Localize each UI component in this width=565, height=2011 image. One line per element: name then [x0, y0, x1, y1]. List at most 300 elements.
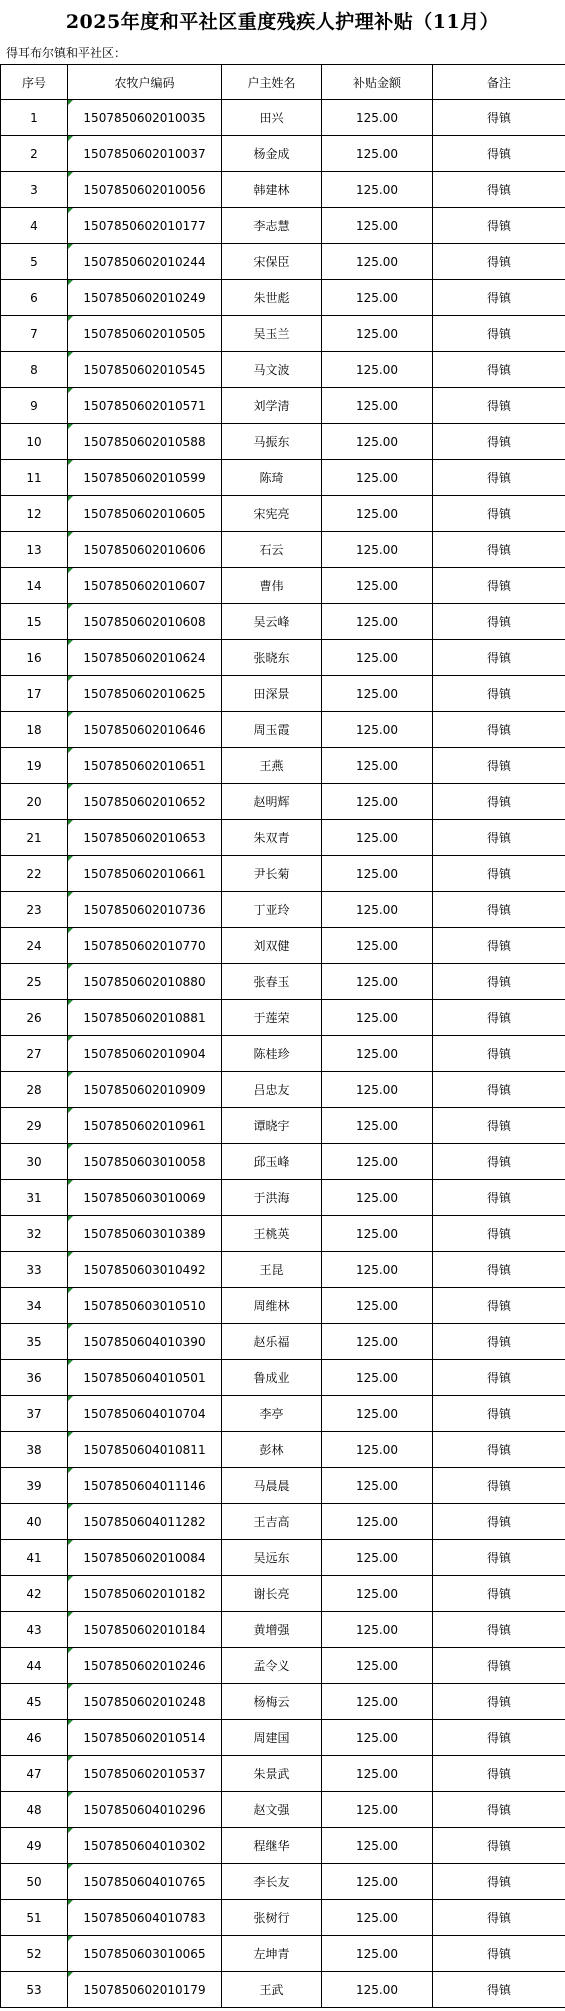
cell-index: 10 — [1, 424, 68, 460]
cell-amount: 125.00 — [322, 1756, 433, 1792]
cell-code: 1507850602010770 — [68, 928, 222, 964]
cell-note: 得镇 — [433, 352, 565, 388]
cell-code: 1507850602010084 — [68, 1540, 222, 1576]
cell-note: 得镇 — [433, 316, 565, 352]
cell-name: 李亭 — [222, 1396, 322, 1432]
table-row — [1, 532, 565, 568]
cell-amount: 125.00 — [322, 1036, 433, 1072]
cell-code: 1507850602010661 — [68, 856, 222, 892]
cell-note: 得镇 — [433, 1108, 565, 1144]
cell-name: 吕忠友 — [222, 1072, 322, 1108]
cell-index: 49 — [1, 1828, 68, 1864]
cell-code: 1507850602010624 — [68, 640, 222, 676]
cell-code: 1507850602010248 — [68, 1684, 222, 1720]
cell-name: 程继华 — [222, 1828, 322, 1864]
cell-amount: 125.00 — [322, 856, 433, 892]
cell-note: 得镇 — [433, 820, 565, 856]
cell-code: 1507850603010492 — [68, 1252, 222, 1288]
cell-code: 1507850603010510 — [68, 1288, 222, 1324]
cell-code: 1507850602010909 — [68, 1072, 222, 1108]
cell-index: 15 — [1, 604, 68, 640]
cell-index: 52 — [1, 1936, 68, 1972]
cell-index: 51 — [1, 1900, 68, 1936]
cell-index: 22 — [1, 856, 68, 892]
table-row — [1, 712, 565, 748]
cell-index: 36 — [1, 1360, 68, 1396]
subtitle: 得耳布尔镇和平社区： — [6, 45, 127, 60]
table-row — [1, 1972, 565, 2008]
cell-note: 得镇 — [433, 388, 565, 424]
cell-code: 1507850602010184 — [68, 1612, 222, 1648]
cell-note: 得镇 — [433, 712, 565, 748]
cell-note: 得镇 — [433, 676, 565, 712]
table-row — [1, 1036, 565, 1072]
table-row — [1, 1828, 565, 1864]
cell-code: 1507850604010302 — [68, 1828, 222, 1864]
cell-note: 得镇 — [433, 1000, 565, 1036]
cell-note: 得镇 — [433, 496, 565, 532]
cell-amount: 125.00 — [322, 1720, 433, 1756]
col-header-name: 户主姓名 — [222, 65, 322, 100]
table-row — [1, 136, 565, 172]
cell-name: 周玉霞 — [222, 712, 322, 748]
cell-index: 26 — [1, 1000, 68, 1036]
cell-name: 赵文强 — [222, 1792, 322, 1828]
cell-name: 于洪海 — [222, 1180, 322, 1216]
cell-index: 5 — [1, 244, 68, 280]
cell-index: 32 — [1, 1216, 68, 1252]
cell-note: 得镇 — [433, 784, 565, 820]
table-row — [1, 1324, 565, 1360]
table-row — [1, 172, 565, 208]
cell-note: 得镇 — [433, 1648, 565, 1684]
cell-code: 1507850602010646 — [68, 712, 222, 748]
cell-note: 得镇 — [433, 1324, 565, 1360]
cell-code: 1507850602010653 — [68, 820, 222, 856]
cell-amount: 125.00 — [322, 1324, 433, 1360]
cell-note: 得镇 — [433, 1720, 565, 1756]
cell-amount: 125.00 — [322, 1504, 433, 1540]
cell-code: 1507850602010244 — [68, 244, 222, 280]
cell-index: 34 — [1, 1288, 68, 1324]
cell-amount: 125.00 — [322, 1864, 433, 1900]
cell-note: 得镇 — [433, 964, 565, 1000]
cell-code: 1507850603010058 — [68, 1144, 222, 1180]
cell-index: 11 — [1, 460, 68, 496]
cell-note: 得镇 — [433, 1072, 565, 1108]
cell-name: 尹长菊 — [222, 856, 322, 892]
cell-amount: 125.00 — [322, 316, 433, 352]
cell-note: 得镇 — [433, 1468, 565, 1504]
cell-amount: 125.00 — [322, 496, 433, 532]
table-row — [1, 100, 565, 136]
cell-name: 周建国 — [222, 1720, 322, 1756]
cell-code: 1507850602010606 — [68, 532, 222, 568]
cell-index: 2 — [1, 136, 68, 172]
cell-name: 朱景武 — [222, 1756, 322, 1792]
cell-note: 得镇 — [433, 1684, 565, 1720]
cell-amount: 125.00 — [322, 928, 433, 964]
cell-index: 9 — [1, 388, 68, 424]
cell-amount: 125.00 — [322, 172, 433, 208]
cell-index: 47 — [1, 1756, 68, 1792]
cell-note: 得镇 — [433, 424, 565, 460]
cell-amount: 125.00 — [322, 964, 433, 1000]
cell-note: 得镇 — [433, 1216, 565, 1252]
cell-amount: 125.00 — [322, 748, 433, 784]
cell-code: 1507850604011146 — [68, 1468, 222, 1504]
cell-amount: 125.00 — [322, 1072, 433, 1108]
cell-code: 1507850604011282 — [68, 1504, 222, 1540]
cell-amount: 125.00 — [322, 1684, 433, 1720]
table-row — [1, 1144, 565, 1180]
cell-index: 33 — [1, 1252, 68, 1288]
cell-note: 得镇 — [433, 172, 565, 208]
cell-amount: 125.00 — [322, 388, 433, 424]
cell-name: 黄增强 — [222, 1612, 322, 1648]
cell-index: 42 — [1, 1576, 68, 1612]
cell-note: 得镇 — [433, 1576, 565, 1612]
cell-name: 杨金成 — [222, 136, 322, 172]
cell-amount: 125.00 — [322, 820, 433, 856]
cell-name: 石云 — [222, 532, 322, 568]
cell-amount: 125.00 — [322, 1396, 433, 1432]
cell-note: 得镇 — [433, 568, 565, 604]
cell-note: 得镇 — [433, 1360, 565, 1396]
cell-name: 张春玉 — [222, 964, 322, 1000]
cell-index: 28 — [1, 1072, 68, 1108]
table-row — [1, 1432, 565, 1468]
cell-index: 44 — [1, 1648, 68, 1684]
table-row — [1, 1360, 565, 1396]
cell-code: 1507850602010545 — [68, 352, 222, 388]
cell-code: 1507850604010704 — [68, 1396, 222, 1432]
col-header-code: 农牧户编码 — [68, 65, 222, 100]
cell-code: 1507850602010607 — [68, 568, 222, 604]
cell-code: 1507850602010249 — [68, 280, 222, 316]
cell-index: 13 — [1, 532, 68, 568]
cell-index: 53 — [1, 1972, 68, 2008]
cell-code: 1507850602010505 — [68, 316, 222, 352]
cell-name: 吴远东 — [222, 1540, 322, 1576]
col-header-amount: 补贴金额 — [322, 65, 433, 100]
table-row — [1, 424, 565, 460]
cell-index: 1 — [1, 100, 68, 136]
cell-name: 彭林 — [222, 1432, 322, 1468]
cell-code: 1507850602010904 — [68, 1036, 222, 1072]
table-row — [1, 1936, 565, 1972]
cell-note: 得镇 — [433, 1792, 565, 1828]
table-row — [1, 1072, 565, 1108]
cell-code: 1507850604010765 — [68, 1864, 222, 1900]
cell-amount: 125.00 — [322, 1900, 433, 1936]
cell-code: 1507850602010179 — [68, 1972, 222, 2008]
cell-code: 1507850604010296 — [68, 1792, 222, 1828]
cell-name: 张晓东 — [222, 640, 322, 676]
cell-note: 得镇 — [433, 1504, 565, 1540]
cell-code: 1507850602010599 — [68, 460, 222, 496]
cell-code: 1507850602010605 — [68, 496, 222, 532]
subsidy-table — [0, 64, 565, 2008]
cell-name: 左坤青 — [222, 1936, 322, 1972]
table-row — [1, 388, 565, 424]
cell-index: 4 — [1, 208, 68, 244]
col-header-note: 备注 — [433, 65, 565, 100]
cell-code: 1507850602010625 — [68, 676, 222, 712]
cell-note: 得镇 — [433, 1864, 565, 1900]
cell-name: 周维林 — [222, 1288, 322, 1324]
cell-name: 宋保臣 — [222, 244, 322, 280]
cell-name: 王吉高 — [222, 1504, 322, 1540]
cell-code: 1507850602010608 — [68, 604, 222, 640]
cell-amount: 125.00 — [322, 1144, 433, 1180]
cell-note: 得镇 — [433, 1828, 565, 1864]
table-body — [1, 100, 565, 2008]
cell-code: 1507850602010571 — [68, 388, 222, 424]
cell-note: 得镇 — [433, 280, 565, 316]
cell-amount: 125.00 — [322, 1360, 433, 1396]
cell-amount: 125.00 — [322, 1108, 433, 1144]
cell-amount: 125.00 — [322, 784, 433, 820]
cell-amount: 125.00 — [322, 1648, 433, 1684]
cell-name: 邱玉峰 — [222, 1144, 322, 1180]
cell-note: 得镇 — [433, 1540, 565, 1576]
cell-code: 1507850603010069 — [68, 1180, 222, 1216]
table-row — [1, 316, 565, 352]
cell-name: 赵明辉 — [222, 784, 322, 820]
table-row — [1, 856, 565, 892]
cell-note: 得镇 — [433, 1936, 565, 1972]
cell-amount: 125.00 — [322, 1468, 433, 1504]
cell-index: 37 — [1, 1396, 68, 1432]
cell-code: 1507850602010652 — [68, 784, 222, 820]
cell-name: 马晨晨 — [222, 1468, 322, 1504]
cell-note: 得镇 — [433, 928, 565, 964]
table-row — [1, 928, 565, 964]
table-row — [1, 568, 565, 604]
cell-index: 40 — [1, 1504, 68, 1540]
cell-name: 曹伟 — [222, 568, 322, 604]
cell-name: 王桃英 — [222, 1216, 322, 1252]
table-row — [1, 820, 565, 856]
cell-code: 1507850602010056 — [68, 172, 222, 208]
cell-index: 24 — [1, 928, 68, 964]
cell-code: 1507850602010736 — [68, 892, 222, 928]
table-row — [1, 496, 565, 532]
table-row — [1, 964, 565, 1000]
cell-name: 刘学清 — [222, 388, 322, 424]
cell-note: 得镇 — [433, 1036, 565, 1072]
cell-name: 马振东 — [222, 424, 322, 460]
cell-amount: 125.00 — [322, 100, 433, 136]
table-row — [1, 1540, 565, 1576]
cell-name: 王武 — [222, 1972, 322, 2008]
cell-amount: 125.00 — [322, 136, 433, 172]
cell-name: 谭晓宇 — [222, 1108, 322, 1144]
cell-amount: 125.00 — [322, 1000, 433, 1036]
cell-amount: 125.00 — [322, 1432, 433, 1468]
cell-name: 田兴 — [222, 100, 322, 136]
cell-code: 1507850602010177 — [68, 208, 222, 244]
table-row — [1, 1684, 565, 1720]
cell-name: 马文波 — [222, 352, 322, 388]
cell-amount: 125.00 — [322, 1936, 433, 1972]
cell-name: 赵乐福 — [222, 1324, 322, 1360]
cell-code: 1507850603010065 — [68, 1936, 222, 1972]
cell-note: 得镇 — [433, 136, 565, 172]
cell-note: 得镇 — [433, 100, 565, 136]
cell-amount: 125.00 — [322, 532, 433, 568]
cell-name: 宋宪亮 — [222, 496, 322, 532]
cell-note: 得镇 — [433, 1972, 565, 2008]
cell-amount: 125.00 — [322, 460, 433, 496]
cell-name: 杨梅云 — [222, 1684, 322, 1720]
cell-code: 1507850602010035 — [68, 100, 222, 136]
table-row — [1, 1900, 565, 1936]
table-row — [1, 784, 565, 820]
table-row — [1, 460, 565, 496]
table-row — [1, 1000, 565, 1036]
cell-name: 孟令义 — [222, 1648, 322, 1684]
table-row — [1, 1576, 565, 1612]
cell-amount: 125.00 — [322, 1540, 433, 1576]
cell-name: 朱双青 — [222, 820, 322, 856]
table-row — [1, 1792, 565, 1828]
cell-amount: 125.00 — [322, 208, 433, 244]
cell-name: 王燕 — [222, 748, 322, 784]
cell-name: 于莲荣 — [222, 1000, 322, 1036]
table-row — [1, 244, 565, 280]
cell-amount: 125.00 — [322, 676, 433, 712]
cell-name: 刘双健 — [222, 928, 322, 964]
cell-note: 得镇 — [433, 1900, 565, 1936]
cell-index: 38 — [1, 1432, 68, 1468]
cell-amount: 125.00 — [322, 1252, 433, 1288]
cell-name: 陈桂珍 — [222, 1036, 322, 1072]
table-row — [1, 1756, 565, 1792]
cell-note: 得镇 — [433, 208, 565, 244]
cell-index: 17 — [1, 676, 68, 712]
cell-index: 39 — [1, 1468, 68, 1504]
cell-code: 1507850603010389 — [68, 1216, 222, 1252]
cell-code: 1507850602010246 — [68, 1648, 222, 1684]
table-row — [1, 604, 565, 640]
cell-index: 19 — [1, 748, 68, 784]
cell-code: 1507850602010037 — [68, 136, 222, 172]
cell-note: 得镇 — [433, 892, 565, 928]
cell-name: 谢长亮 — [222, 1576, 322, 1612]
table-row — [1, 1648, 565, 1684]
cell-amount: 125.00 — [322, 244, 433, 280]
cell-note: 得镇 — [433, 1288, 565, 1324]
cell-index: 50 — [1, 1864, 68, 1900]
table-row — [1, 1288, 565, 1324]
cell-note: 得镇 — [433, 1252, 565, 1288]
cell-code: 1507850602010880 — [68, 964, 222, 1000]
cell-amount: 125.00 — [322, 1180, 433, 1216]
cell-amount: 125.00 — [322, 568, 433, 604]
cell-code: 1507850602010961 — [68, 1108, 222, 1144]
cell-note: 得镇 — [433, 1144, 565, 1180]
cell-note: 得镇 — [433, 1756, 565, 1792]
table-row — [1, 748, 565, 784]
cell-amount: 125.00 — [322, 1216, 433, 1252]
cell-note: 得镇 — [433, 460, 565, 496]
cell-amount: 125.00 — [322, 1612, 433, 1648]
cell-amount: 125.00 — [322, 892, 433, 928]
cell-index: 20 — [1, 784, 68, 820]
cell-name: 王昆 — [222, 1252, 322, 1288]
cell-name: 李志慧 — [222, 208, 322, 244]
cell-name: 李长友 — [222, 1864, 322, 1900]
table-row — [1, 640, 565, 676]
cell-name: 陈琦 — [222, 460, 322, 496]
cell-index: 31 — [1, 1180, 68, 1216]
cell-index: 7 — [1, 316, 68, 352]
cell-amount: 125.00 — [322, 1288, 433, 1324]
cell-amount: 125.00 — [322, 712, 433, 748]
table-row — [1, 1396, 565, 1432]
cell-note: 得镇 — [433, 1180, 565, 1216]
cell-note: 得镇 — [433, 1432, 565, 1468]
cell-index: 21 — [1, 820, 68, 856]
cell-index: 18 — [1, 712, 68, 748]
cell-code: 1507850604010501 — [68, 1360, 222, 1396]
cell-note: 得镇 — [433, 1396, 565, 1432]
cell-amount: 125.00 — [322, 280, 433, 316]
table-row — [1, 892, 565, 928]
table-row — [1, 1252, 565, 1288]
page-title: 2025年度和平社区重度残疾人护理补贴（11月） — [65, 10, 500, 33]
cell-name: 丁亚玲 — [222, 892, 322, 928]
cell-index: 8 — [1, 352, 68, 388]
cell-code: 1507850604010783 — [68, 1900, 222, 1936]
cell-note: 得镇 — [433, 532, 565, 568]
table-row — [1, 1864, 565, 1900]
table-row — [1, 1720, 565, 1756]
cell-amount: 125.00 — [322, 1576, 433, 1612]
cell-code: 1507850604010811 — [68, 1432, 222, 1468]
cell-code: 1507850602010881 — [68, 1000, 222, 1036]
table-row — [1, 1180, 565, 1216]
cell-note: 得镇 — [433, 856, 565, 892]
cell-code: 1507850602010651 — [68, 748, 222, 784]
cell-index: 41 — [1, 1540, 68, 1576]
table-row — [1, 676, 565, 712]
cell-name: 张树行 — [222, 1900, 322, 1936]
cell-note: 得镇 — [433, 640, 565, 676]
cell-index: 46 — [1, 1720, 68, 1756]
table-row — [1, 1504, 565, 1540]
cell-index: 29 — [1, 1108, 68, 1144]
cell-index: 30 — [1, 1144, 68, 1180]
header-row — [1, 65, 565, 100]
cell-amount: 125.00 — [322, 604, 433, 640]
cell-code: 1507850602010588 — [68, 424, 222, 460]
cell-code: 1507850602010537 — [68, 1756, 222, 1792]
cell-name: 吴玉兰 — [222, 316, 322, 352]
col-header-index: 序号 — [1, 65, 68, 100]
cell-note: 得镇 — [433, 748, 565, 784]
cell-index: 48 — [1, 1792, 68, 1828]
cell-name: 吴云峰 — [222, 604, 322, 640]
cell-code: 1507850602010182 — [68, 1576, 222, 1612]
table-row — [1, 1108, 565, 1144]
cell-note: 得镇 — [433, 604, 565, 640]
table-row — [1, 1216, 565, 1252]
cell-note: 得镇 — [433, 1612, 565, 1648]
cell-amount: 125.00 — [322, 1792, 433, 1828]
